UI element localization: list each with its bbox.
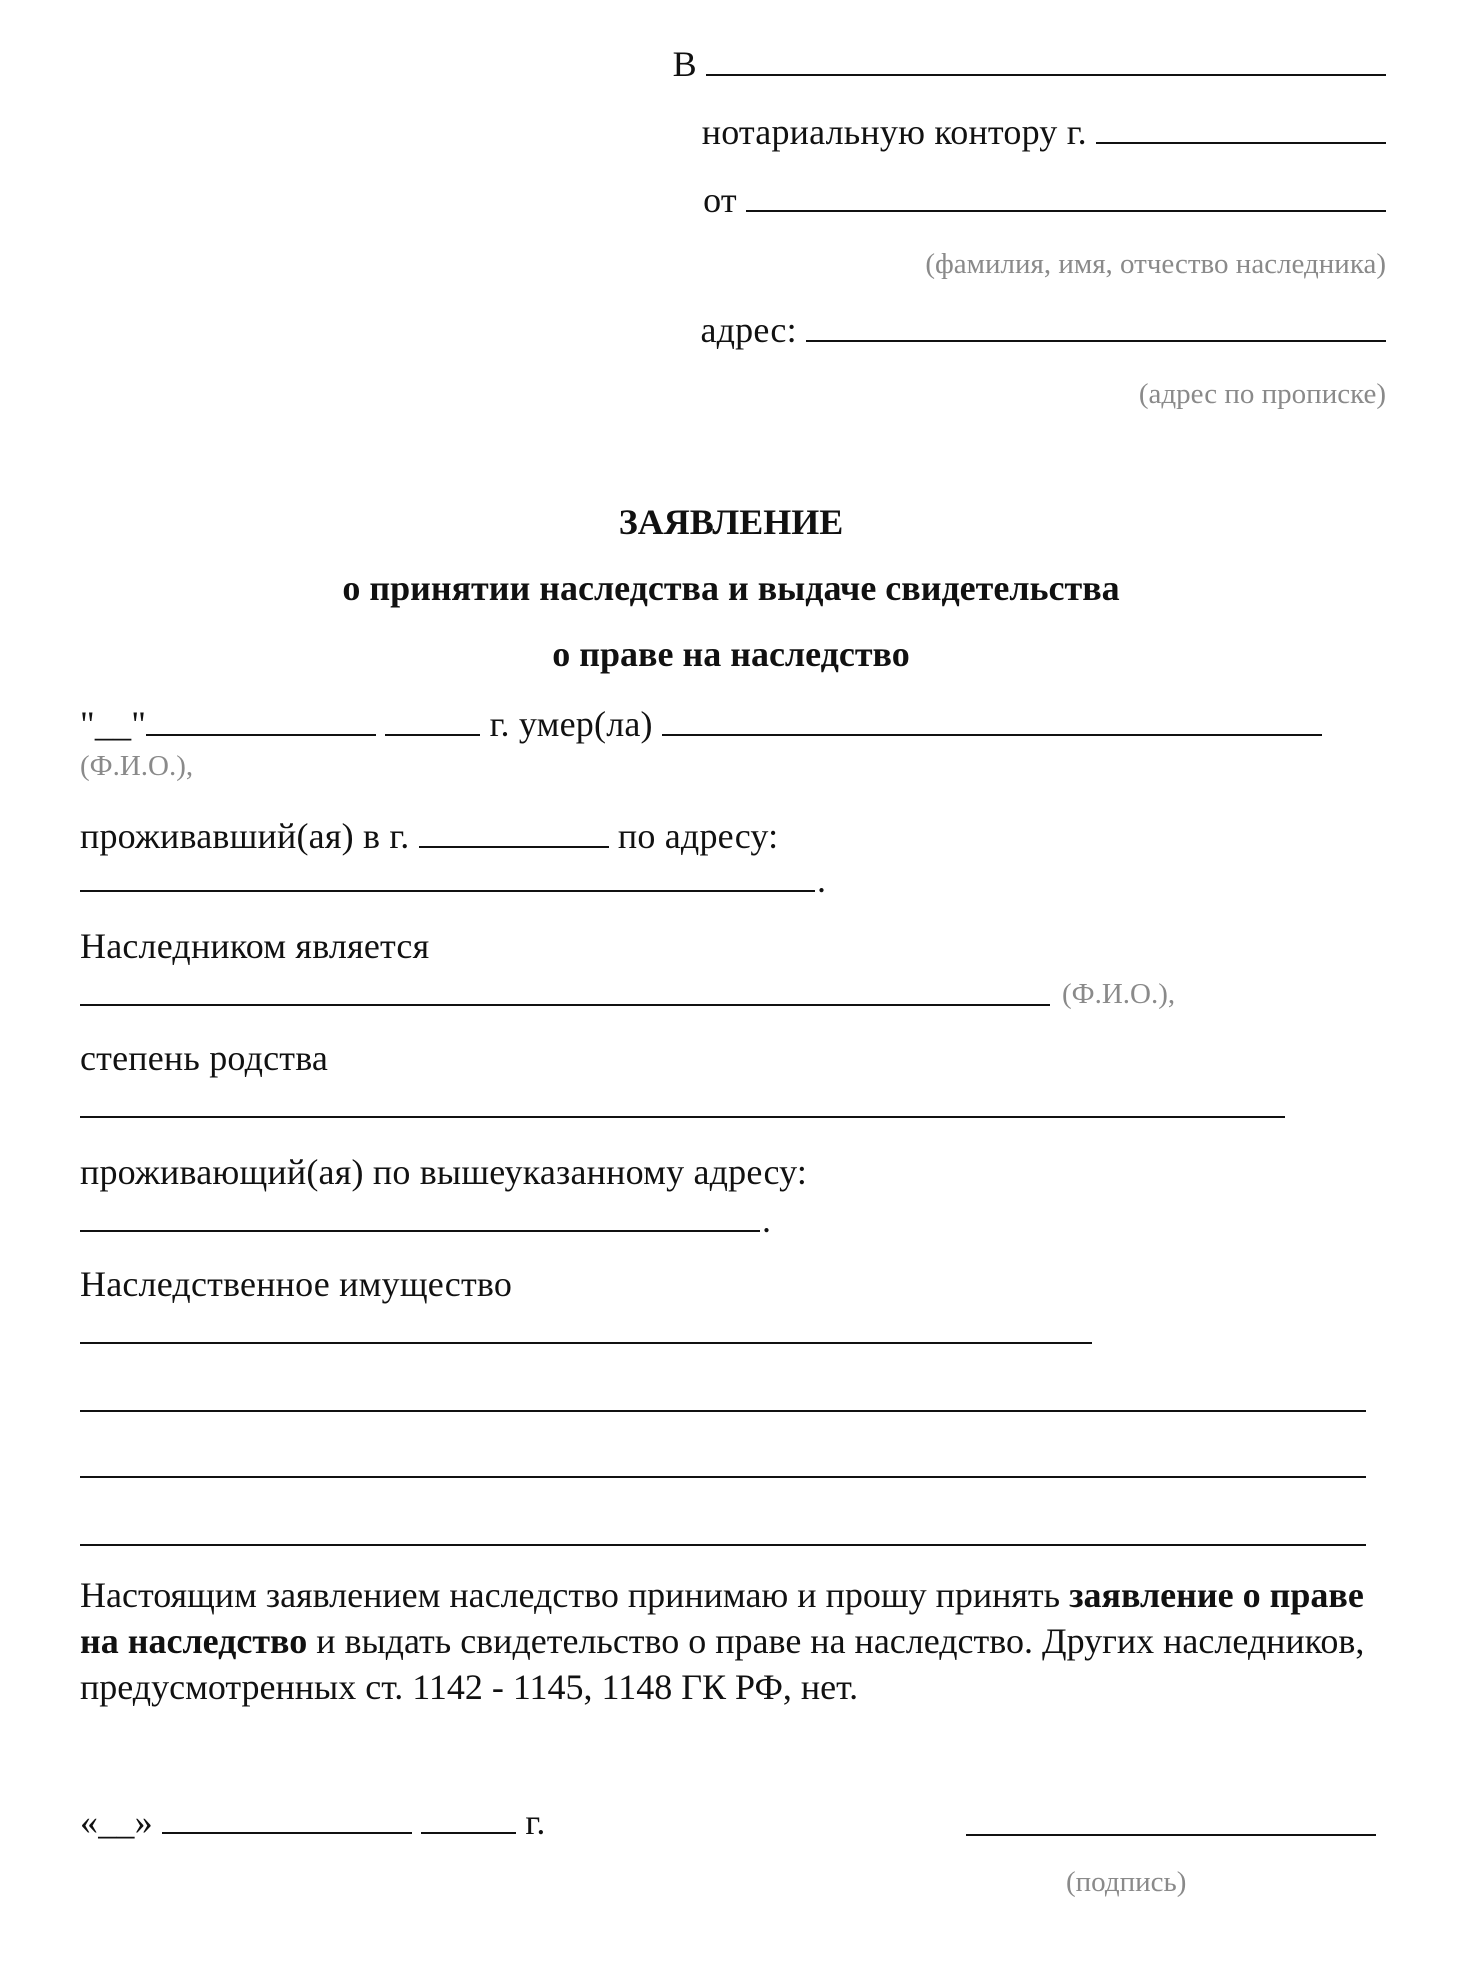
deceased-address-field[interactable] xyxy=(80,890,815,892)
signing-month-field[interactable] xyxy=(162,1798,412,1834)
heir-label: Наследником является xyxy=(80,926,430,966)
address-hint: (адрес по прописке) xyxy=(1138,378,1386,410)
address-field[interactable] xyxy=(806,306,1386,342)
lived-city-field[interactable] xyxy=(419,812,609,848)
deceased-name-field[interactable] xyxy=(662,700,1322,736)
heir-address-field[interactable] xyxy=(80,1230,760,1232)
statement-paragraph xyxy=(80,1572,1380,1710)
signature-field[interactable] xyxy=(966,1834,1376,1836)
document-subtitle-2: о праве на наследство xyxy=(552,634,910,674)
statement-part1: Настоящим заявлением наследство принимаю и прошу принять xyxy=(80,1575,1070,1615)
recipient-line xyxy=(673,40,1386,86)
heir-fio-hint: (Ф.И.О.), xyxy=(1062,978,1176,1010)
signing-day-field: «__» xyxy=(80,1802,153,1842)
lived-line xyxy=(80,812,778,858)
heir-address-period: . xyxy=(762,1200,771,1240)
signing-date-line xyxy=(80,1798,546,1844)
document-title: ЗАЯВЛЕНИЕ xyxy=(618,502,844,542)
by-address-label: по адресу: xyxy=(617,816,779,856)
applicant-name-hint: (фамилия, имя, отчество наследника) xyxy=(925,248,1386,280)
statement-bold: заявление о праве на наследство xyxy=(80,1575,1364,1661)
death-month-field[interactable] xyxy=(146,700,376,736)
address-label: адрес: xyxy=(700,310,797,350)
signing-year-field[interactable] xyxy=(421,1798,516,1834)
document-subtitle-1: о принятии наследства и выдаче свидетельства xyxy=(342,568,1120,608)
signing-year-suffix: г. xyxy=(525,1802,546,1842)
property-field-3[interactable] xyxy=(80,1476,1366,1478)
lived-label: проживавший(ая) в г. xyxy=(80,816,410,856)
address-line xyxy=(700,306,1386,352)
deceased-address-period: . xyxy=(817,860,826,900)
property-field-2[interactable] xyxy=(80,1410,1366,1412)
property-label: Наследственное имущество xyxy=(80,1264,513,1304)
heir-living-label: проживающий(ая) по вышеуказанному адресу: xyxy=(80,1152,808,1192)
recipient-prefix: В xyxy=(672,44,697,84)
death-date-line xyxy=(80,700,1322,746)
kinship-label: степень родства xyxy=(80,1038,329,1078)
notary-city-field[interactable] xyxy=(1096,108,1386,144)
death-day-field: "__" xyxy=(80,704,147,744)
applicant-prefix: от xyxy=(703,180,737,220)
applicant-line xyxy=(703,176,1386,222)
statement-part2: и выдать свидетельство о праве на наследство. Других наследников, предусмотренных ст. 1142 - 1145, 1148 ГК РФ, нет. xyxy=(80,1621,1365,1707)
kinship-field[interactable] xyxy=(80,1116,1285,1118)
property-field-4[interactable] xyxy=(80,1544,1366,1546)
signature-hint: (подпись) xyxy=(1066,1866,1187,1898)
died-label: г. умер(ла) xyxy=(489,704,653,744)
recipient-field[interactable] xyxy=(706,40,1386,76)
death-year-field[interactable] xyxy=(385,700,480,736)
applicant-name-field[interactable] xyxy=(746,176,1386,212)
notary-office-line xyxy=(702,108,1386,154)
notary-office-label: нотариальную контору г. xyxy=(701,112,1087,152)
deceased-fio-hint: (Ф.И.О.), xyxy=(80,750,194,782)
heir-name-field[interactable] xyxy=(80,1004,1050,1006)
property-field-1[interactable] xyxy=(80,1342,1092,1344)
